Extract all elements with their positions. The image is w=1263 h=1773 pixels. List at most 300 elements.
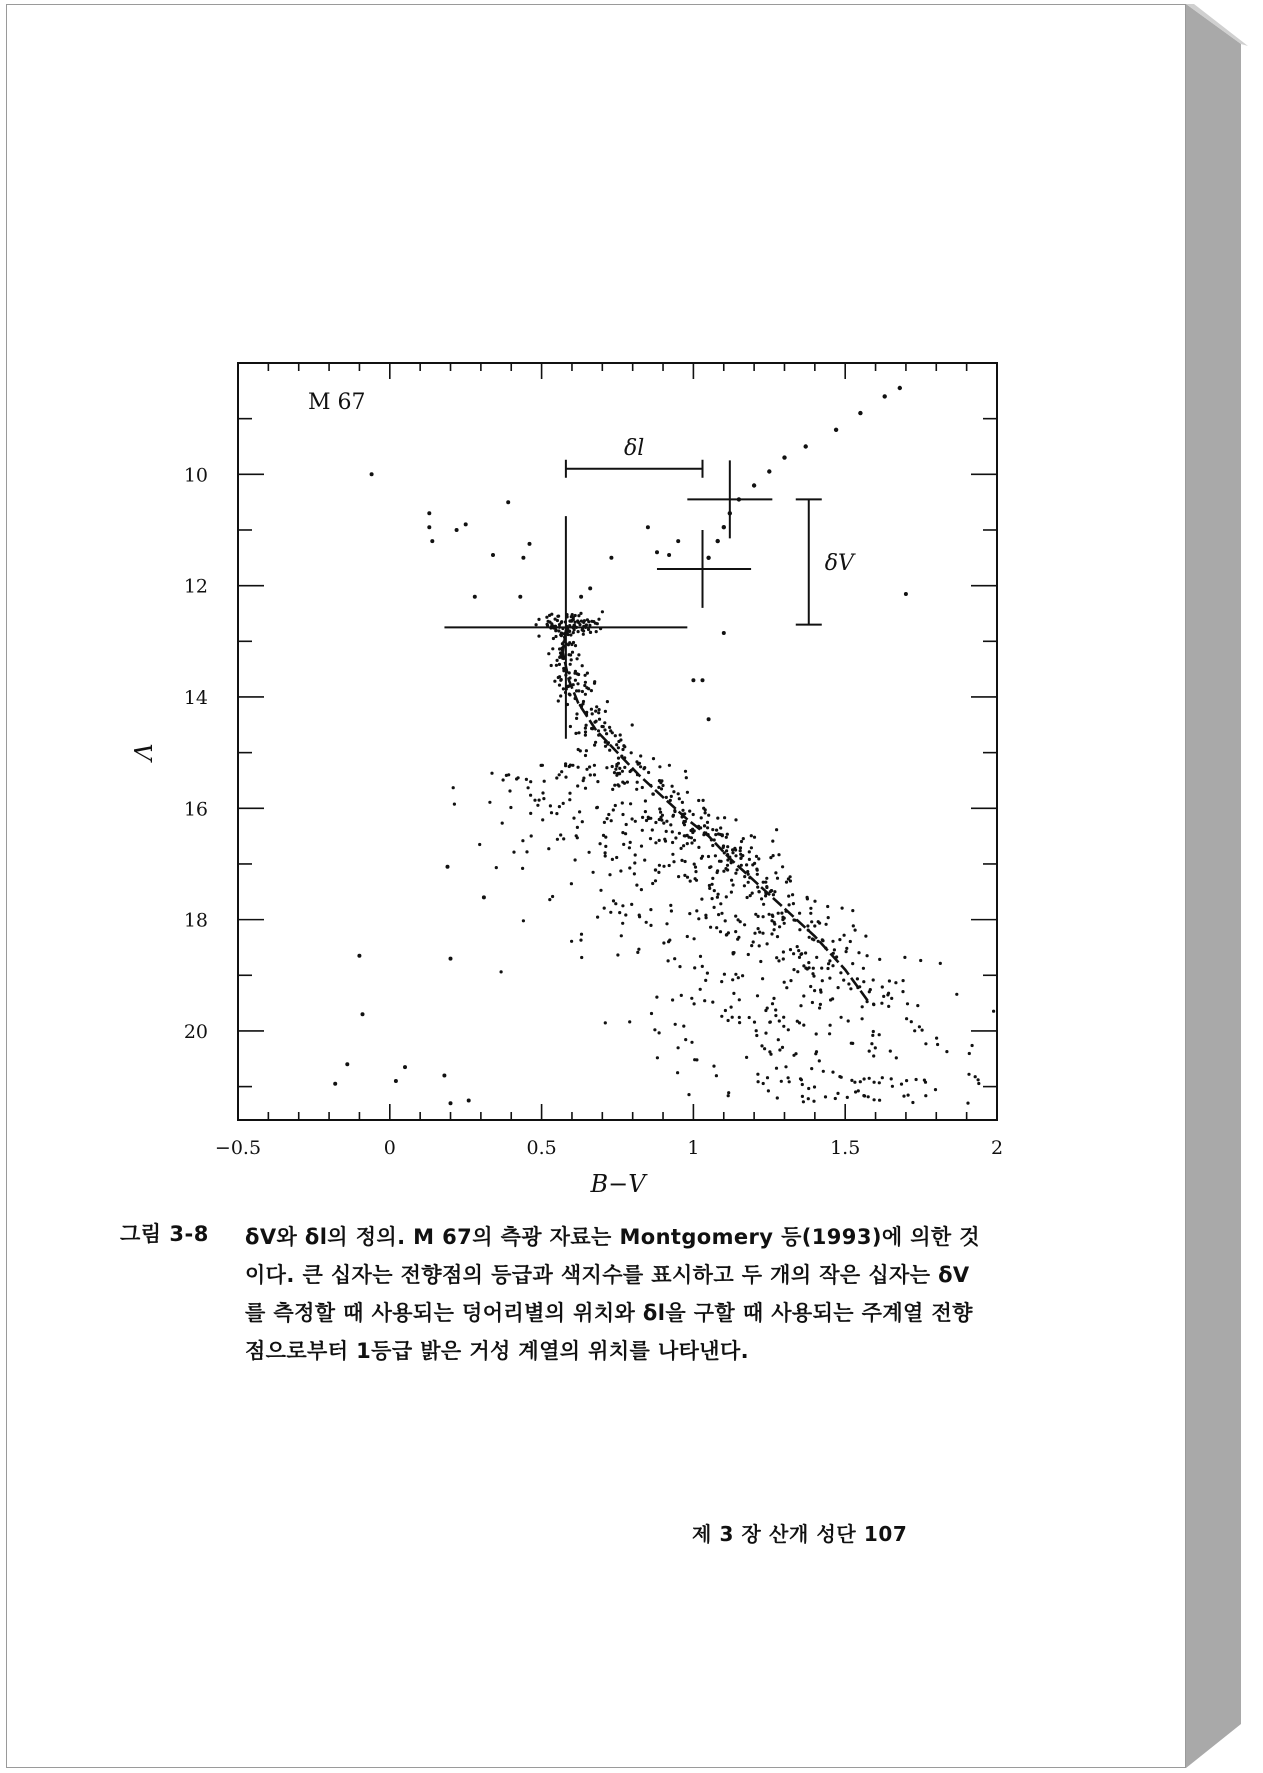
star-point [704, 808, 707, 811]
star-point [442, 1074, 446, 1078]
star-point [905, 1079, 908, 1082]
star-point [588, 851, 591, 854]
star-point [612, 808, 615, 811]
star-point [594, 741, 597, 744]
star-point [605, 766, 608, 769]
star-point [658, 807, 661, 810]
star-point [918, 1025, 921, 1028]
star-point [862, 1094, 865, 1097]
star-point [772, 893, 775, 896]
star-point [574, 732, 577, 735]
star-point [631, 723, 634, 726]
star-point [762, 1082, 765, 1085]
star-point [427, 525, 431, 529]
star-point [818, 922, 821, 925]
star-point [579, 595, 583, 599]
star-point [577, 653, 580, 656]
star-point [783, 981, 786, 984]
star-point [809, 912, 812, 915]
star-point [747, 953, 750, 956]
star-point [833, 948, 836, 951]
star-point [583, 684, 586, 687]
star-point [734, 973, 737, 976]
star-point [730, 879, 733, 882]
star-point [863, 1077, 866, 1080]
star-point [639, 754, 642, 757]
star-point [907, 1094, 910, 1097]
star-point [911, 1101, 914, 1104]
star-point [668, 764, 671, 767]
star-point [570, 940, 573, 943]
star-point [612, 899, 615, 902]
star-point [843, 934, 846, 937]
star-point [611, 731, 614, 734]
star-point [658, 818, 661, 821]
star-point [706, 556, 710, 560]
star-point [924, 1042, 927, 1045]
star-point [873, 1081, 876, 1084]
star-point [560, 770, 563, 773]
star-point [720, 912, 723, 915]
star-point [734, 872, 737, 875]
star-point [774, 1014, 777, 1017]
star-point [545, 616, 548, 619]
star-point [967, 1073, 970, 1076]
star-point [361, 1012, 365, 1016]
star-point [508, 789, 511, 792]
star-point [589, 773, 592, 776]
star-point [602, 834, 605, 837]
star-point [521, 867, 524, 870]
star-point [670, 909, 673, 912]
star-point [804, 951, 807, 954]
star-point [662, 865, 665, 868]
star-point [572, 641, 575, 644]
star-point [622, 843, 625, 846]
star-point [769, 1020, 772, 1023]
star-point [739, 849, 742, 852]
star-point [615, 856, 618, 859]
star-point [603, 907, 606, 910]
star-point [654, 868, 657, 871]
star-point [576, 682, 579, 685]
star-point [808, 936, 811, 939]
star-point [861, 1005, 864, 1008]
star-point [609, 911, 612, 914]
star-point [569, 663, 572, 666]
star-point [576, 619, 579, 622]
star-point [658, 779, 661, 782]
star-point [608, 726, 611, 729]
star-point [901, 990, 904, 993]
star-point [507, 773, 510, 776]
star-point [614, 768, 617, 771]
star-point [684, 1038, 687, 1041]
star-point [571, 651, 574, 654]
star-point [847, 982, 850, 985]
star-point [870, 1042, 873, 1045]
star-point [598, 708, 601, 711]
star-point [449, 1101, 453, 1105]
star-point [715, 926, 718, 929]
star-point [568, 630, 571, 633]
star-point [676, 539, 680, 543]
star-point [550, 811, 553, 814]
star-point [792, 952, 795, 955]
star-point [558, 773, 561, 776]
star-point [776, 877, 779, 880]
star-point [556, 619, 559, 622]
star-point [756, 994, 759, 997]
star-point [568, 792, 571, 795]
star-point [575, 717, 578, 720]
x-tick-label: −0.5 [214, 1137, 262, 1159]
star-point [798, 928, 801, 931]
x-tick-label: 1 [687, 1137, 700, 1159]
star-point [681, 809, 684, 812]
star-point [807, 1097, 810, 1100]
star-point [713, 838, 716, 841]
star-point [678, 965, 681, 968]
star-point [694, 870, 697, 873]
star-point [446, 865, 450, 869]
star-point [722, 870, 725, 873]
star-point [333, 1082, 337, 1086]
star-point [587, 687, 590, 690]
star-point [541, 791, 544, 794]
star-point [787, 1076, 790, 1079]
page-footer: 제 3 장 산개 성단 107 [692, 1522, 908, 1546]
star-point [570, 658, 573, 661]
star-point [686, 842, 689, 845]
star-point [606, 817, 609, 820]
star-point [640, 888, 643, 891]
star-point [836, 1092, 839, 1095]
star-point [569, 725, 572, 728]
star-point [831, 964, 834, 967]
star-point [719, 902, 722, 905]
star-point [562, 837, 565, 840]
star-point [569, 653, 572, 656]
star-point [856, 977, 859, 980]
star-point [812, 1100, 815, 1103]
star-point [757, 857, 760, 860]
star-point [522, 919, 525, 922]
star-point [591, 712, 594, 715]
star-point [559, 679, 562, 682]
star-point [671, 853, 674, 856]
star-point [731, 851, 734, 854]
star-point [726, 833, 729, 836]
star-point [578, 623, 581, 626]
star-point [633, 872, 636, 875]
star-point [629, 841, 632, 844]
star-point [617, 784, 620, 787]
star-point [641, 786, 644, 789]
star-point [716, 817, 719, 820]
star-point [695, 1058, 698, 1061]
star-point [828, 1032, 831, 1035]
star-point [840, 1016, 843, 1019]
star-point [658, 839, 661, 842]
star-point [599, 842, 602, 845]
star-point [676, 1071, 679, 1074]
star-point [778, 1048, 781, 1051]
star-point [345, 1062, 349, 1066]
star-point [923, 1079, 926, 1082]
star-point [357, 954, 361, 958]
star-point [712, 1065, 715, 1068]
star-point [763, 1047, 766, 1050]
star-point [813, 989, 816, 992]
star-point [604, 845, 607, 848]
star-point [813, 900, 816, 903]
star-point [649, 924, 652, 927]
star-point [715, 829, 718, 832]
star-point [579, 939, 582, 942]
star-point [625, 823, 628, 826]
star-point [828, 977, 831, 980]
star-point [690, 836, 693, 839]
star-point [716, 539, 720, 543]
star-point [569, 764, 572, 767]
star-point [577, 731, 580, 734]
star-point [747, 881, 750, 884]
star-point [714, 833, 717, 836]
star-point [658, 864, 661, 867]
star-point [719, 833, 722, 836]
star-point [822, 1070, 825, 1073]
star-point [751, 863, 754, 866]
star-point [722, 525, 726, 529]
star-point [651, 882, 654, 885]
star-point [827, 916, 830, 919]
star-point [608, 873, 611, 876]
star-point [638, 914, 641, 917]
star-point [868, 1050, 871, 1053]
star-point [905, 1017, 908, 1020]
delta-v-label: δV [824, 550, 854, 576]
star-point [791, 893, 794, 896]
star-point [582, 777, 585, 780]
star-point [842, 979, 845, 982]
star-point [502, 778, 505, 781]
star-point [732, 883, 735, 886]
star-point [585, 768, 588, 771]
star-point [748, 1016, 751, 1019]
star-point [731, 978, 734, 981]
star-point [755, 1034, 758, 1037]
star-point [601, 610, 604, 613]
star-point [775, 828, 778, 831]
star-point [604, 745, 607, 748]
star-point [603, 728, 606, 731]
star-point [777, 1038, 780, 1041]
star-point [577, 766, 580, 769]
star-point [806, 896, 809, 899]
star-point [580, 956, 583, 959]
star-point [872, 1054, 875, 1057]
star-point [592, 871, 595, 874]
star-point [630, 751, 633, 754]
star-point [888, 979, 891, 982]
star-point [841, 907, 844, 910]
star-point [628, 1020, 631, 1023]
y-tick-label: 10 [183, 464, 208, 487]
star-point [559, 833, 562, 836]
star-point [758, 931, 761, 934]
star-point [672, 814, 675, 817]
star-point [814, 1052, 817, 1055]
star-point [704, 811, 707, 814]
star-point [559, 694, 562, 697]
star-point [711, 844, 714, 847]
star-point [706, 821, 709, 824]
star-point [491, 553, 495, 557]
star-point [576, 784, 579, 787]
axis-tick-labels [184, 464, 1003, 1159]
star-point [799, 953, 802, 956]
star-point [701, 678, 705, 682]
star-point [799, 1004, 802, 1007]
star-point [593, 764, 596, 767]
star-point [861, 1017, 864, 1020]
star-point [558, 647, 561, 650]
star-point [559, 633, 562, 636]
star-point [547, 652, 550, 655]
star-point [759, 960, 762, 963]
star-point [850, 1042, 853, 1045]
star-point [778, 925, 781, 928]
star-point [515, 777, 518, 780]
star-point [427, 511, 431, 515]
star-point [557, 699, 560, 702]
star-point [555, 664, 558, 667]
star-point [585, 749, 588, 752]
star-point [578, 810, 581, 813]
star-point [626, 781, 629, 784]
star-point [670, 795, 673, 798]
star-point [577, 748, 580, 751]
star-point [555, 812, 558, 815]
star-point [603, 821, 606, 824]
star-point [955, 993, 958, 996]
star-point [620, 934, 623, 937]
star-point [766, 1076, 769, 1079]
star-point [792, 968, 795, 971]
star-point [753, 932, 756, 935]
star-point [693, 937, 696, 940]
star-point [845, 947, 848, 950]
star-point [718, 860, 721, 863]
star-point [781, 1046, 784, 1049]
star-point [658, 1031, 661, 1034]
star-point [689, 880, 692, 883]
star-point [697, 917, 700, 920]
star-point [730, 891, 733, 894]
star-point [654, 879, 657, 882]
star-point [734, 930, 737, 933]
star-point [618, 767, 621, 770]
star-point [847, 1019, 850, 1022]
y-axis-title: V [128, 743, 156, 761]
star-point [751, 892, 754, 895]
star-point [543, 780, 546, 783]
star-point [798, 1021, 801, 1024]
star-point [829, 998, 832, 1001]
star-point [773, 928, 776, 931]
star-point [738, 1021, 741, 1024]
star-point [669, 823, 672, 826]
star-point [621, 904, 624, 907]
star-point [757, 1080, 760, 1083]
star-point [697, 799, 700, 802]
star-point [549, 804, 552, 807]
star-point [792, 902, 795, 905]
star-point [853, 1081, 856, 1084]
star-point [939, 962, 942, 965]
star-point [971, 1044, 974, 1047]
caption-label: 그림 3-8 [120, 1222, 209, 1246]
star-point [768, 913, 771, 916]
star-point [568, 798, 571, 801]
star-point [734, 818, 737, 821]
star-point [797, 949, 800, 952]
star-point [680, 859, 683, 862]
star-point [618, 911, 621, 914]
star-point [558, 663, 561, 666]
star-point [576, 657, 579, 660]
star-point [593, 682, 596, 685]
star-point [651, 828, 654, 831]
x-tick-label: 0 [383, 1137, 396, 1159]
star-point [726, 845, 729, 848]
star-point [716, 896, 719, 899]
star-point [771, 840, 774, 843]
star-point [677, 875, 680, 878]
star-point [821, 979, 824, 982]
star-point [723, 973, 726, 976]
star-point [758, 890, 761, 893]
star-point [992, 1010, 995, 1013]
star-point [736, 868, 739, 871]
star-point [649, 837, 652, 840]
star-point [796, 970, 799, 973]
star-point [530, 834, 533, 837]
star-point [815, 956, 818, 959]
star-point [851, 962, 854, 965]
star-point [966, 1102, 969, 1105]
star-point [652, 757, 655, 760]
star-point [512, 851, 515, 854]
star-point [792, 1054, 795, 1057]
star-point [673, 957, 676, 960]
star-point [684, 834, 687, 837]
star-point [769, 856, 772, 859]
star-point [557, 676, 560, 679]
star-point [533, 799, 536, 802]
star-point [548, 614, 551, 617]
star-point [647, 816, 650, 819]
star-point [750, 846, 753, 849]
star-point [488, 801, 491, 804]
star-point [611, 765, 614, 768]
star-point [748, 858, 751, 861]
star-point [764, 1032, 767, 1035]
star-point [764, 1009, 767, 1012]
star-point [585, 724, 588, 727]
main-sequence-ridge [563, 630, 870, 1003]
